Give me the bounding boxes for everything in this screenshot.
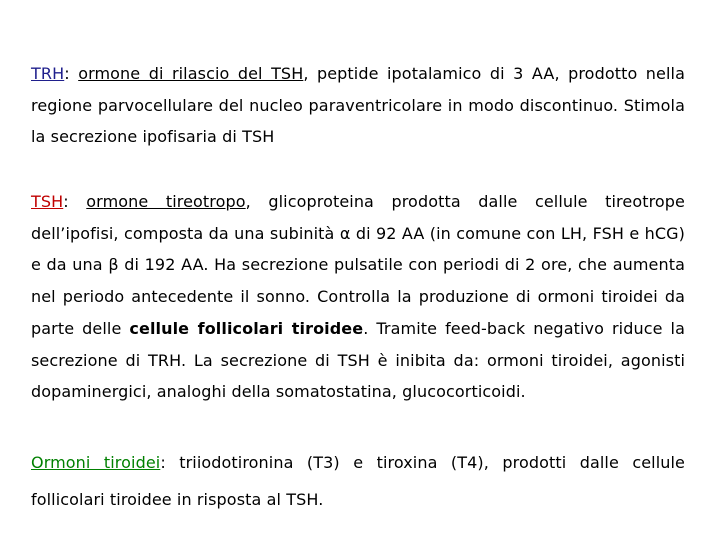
trh-term: TRH [31,64,65,83]
thyroid-hormones-body: triiodotironina (T3) e tiroxina (T4), prodotti dalle cellule follicolari tiroidee in risposta al TSH. [31,453,686,509]
tsh-body-3: di 192 AA. Ha secrezione pulsatile con periodi di 2 ore, che aumenta nel periodo antecedente il sonno. Controlla la produzione di ormoni tiroidei da parte delle [31,255,685,338]
thyroid-hormones-separator: : [160,453,180,472]
tsh-body-4: . Tramite feed-back negativo riduce la secrezione di TRH. La secrezione di TSH è inibita da: ormoni tiroidei, agonisti dopaminergici, analoghi della somatostatina, glucocorticoidi. [31,318,685,402]
tsh-body-2: di 92 AA (in comune con LH, FSH e hCG) e da una [31,223,685,275]
trh-body: , peptide ipotalamico di 3 AA, prodotto nella regione parvocellulare del nucleo paraventricolare in modo discontinuo. Stimola la secrezione ipofisaria di TSH [31,64,685,146]
tsh-body-1: , glicoproteina prodotta dalle cellule tireotrope dell’ipofisi, composta da una subinità [31,192,685,243]
tsh-definition: ormone tireotropo [86,192,246,211]
tsh-paragraph [31,186,685,408]
tsh-separator: : [63,192,87,211]
tsh-term: TSH [31,192,64,211]
thyroid-hormones-paragraph [31,444,685,518]
beta-symbol: β [108,255,119,275]
follicular-cells-term: cellule follicolari tiroidee [129,318,364,338]
alpha-symbol: α [339,223,351,243]
trh-separator: : [64,64,79,83]
thyroid-hormones-term: Ormoni tiroidei [31,453,161,472]
trh-definition: ormone di rilascio del TSH [78,64,304,83]
trh-paragraph [31,58,685,153]
